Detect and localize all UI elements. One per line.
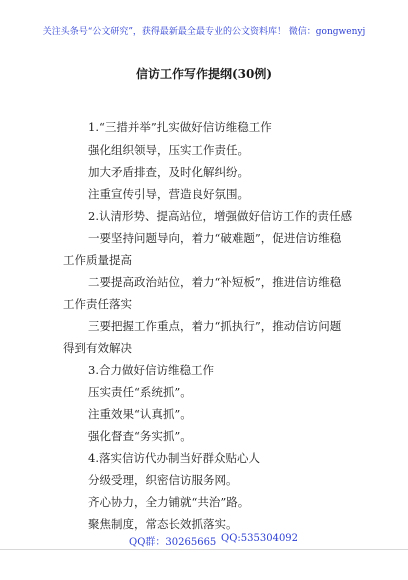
body-line: 加大矛盾排查，及时化解纠纷。 [88, 165, 249, 179]
body-line: 得到有效解决 [63, 341, 132, 355]
section-heading: 4.落实信访代办制当好群众贴心人 [88, 451, 260, 465]
body-line: 工作责任落实 [63, 297, 132, 311]
footer-contact [0, 533, 408, 547]
document-title: 信访工作写作提纲(30例) [135, 67, 273, 81]
section-heading: 3.合力做好信访维稳工作 [88, 363, 214, 377]
header-notice: 关注头条号“公文研究”，获得最新最全最专业的公文资料库！ 微信：gongwenyj [42, 27, 366, 37]
body-line: 注重效果“认真抓”。 [88, 407, 192, 421]
body-line: 一要坚持问题导向，着力“破难题”，促进信访维稳 [88, 231, 342, 245]
body-line: 压实责任“系统抓”。 [88, 385, 192, 399]
body-line: 二要提高政治站位，着力“补短板”，推进信访维稳 [88, 275, 342, 289]
body-line: 分级受理，织密信访服务网。 [88, 473, 238, 487]
section-heading: 1.“三措并举”扎实做好信访维稳工作 [88, 120, 272, 134]
body-line: 强化督查“务实抓”。 [88, 429, 192, 443]
body-line: 三要把握工作重点，着力“抓执行”，推动信访问题 [88, 319, 342, 333]
section-heading: 2.认清形势、提高站位，增强做好信访工作的责任感 [88, 209, 352, 223]
qq-number: QQ:535304092 [221, 533, 299, 544]
body-line: 齐心协力，全力铺就“共治”路。 [88, 495, 250, 509]
qq-group-number: QQ群：30265665 [129, 537, 217, 548]
body-line: 聚焦制度，常态长效抓落实。 [88, 517, 238, 531]
body-line: 工作质量提高 [63, 253, 132, 267]
body-line: 强化组织领导，压实工作责任。 [88, 143, 249, 157]
footer-divider [0, 549, 408, 550]
body-line: 注重宣传引导，营造良好氛围。 [88, 187, 249, 201]
